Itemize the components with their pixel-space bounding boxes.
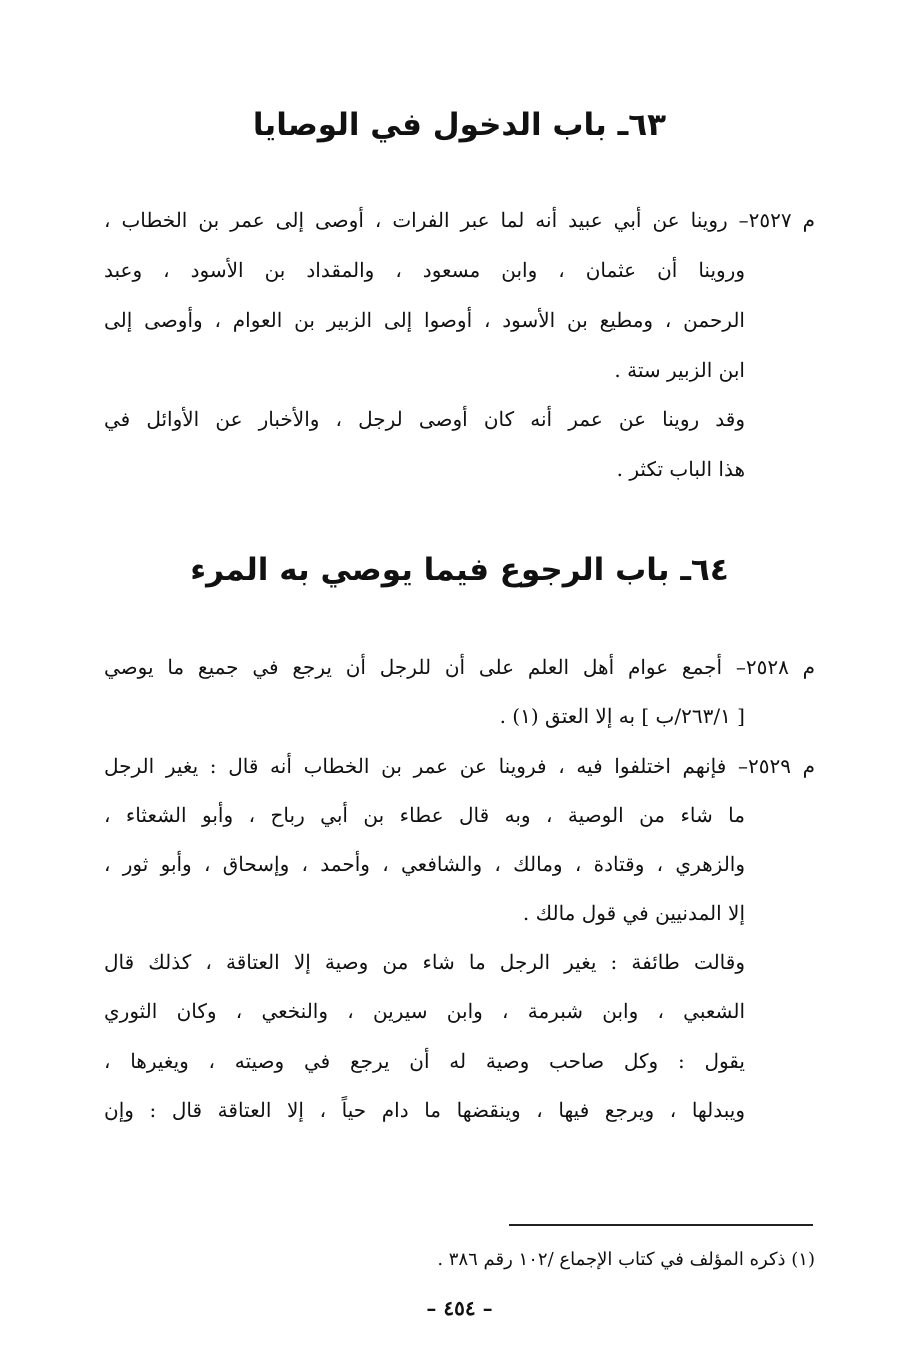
footnote: (١) ذكره المؤلف في كتاب الإجماع /١٠٢ رقم ٣٨٦ . bbox=[437, 1249, 815, 1270]
chapter-heading-63: ٦٣ـ باب الدخول في الوصايا bbox=[252, 107, 667, 143]
text-line: هذا الباب تكثر . bbox=[616, 457, 745, 481]
footnote-divider bbox=[509, 1224, 813, 1226]
text-line: وقالت طائفة : يغير الرجل ما شاء من وصية إلا العتاقة ، كذلك قال bbox=[104, 950, 745, 974]
text-line: ما شاء من الوصية ، وبه قال عطاء بن أبي رباح ، وأبو الشعثاء ، bbox=[104, 803, 745, 827]
text-line: م ٢٥٢٧– روينا عن أبي عبيد أنه لما عبر الفرات ، أوصى إلى عمر بن الخطاب ، bbox=[104, 208, 815, 232]
chapter-heading-64: ٦٤ـ باب الرجوع فيما يوصي به المرء bbox=[190, 552, 729, 588]
text-line: ويبدلها ، ويرجع فيها ، وينقضها ما دام حياً ، إلا العتاقة قال : وإن bbox=[104, 1098, 745, 1122]
text-line: إلا المدنيين في قول مالك . bbox=[522, 901, 745, 925]
text-line: [ ٢٦٣/١/ب ] به إلا العتق (١) . bbox=[499, 704, 745, 728]
text-line: ابن الزبير ستة . bbox=[614, 358, 745, 382]
text-line: م ٢٥٢٨– أجمع عوام أهل العلم على أن للرجل أن يرجع في جميع ما يوصي bbox=[104, 655, 816, 679]
text-line: الرحمن ، ومطيع بن الأسود ، أوصوا إلى الزبير بن العوام ، وأوصى إلى bbox=[104, 308, 745, 332]
text-line: وروينا أن عثمان ، وابن مسعود ، والمقداد بن الأسود ، وعبد bbox=[104, 258, 745, 282]
text-line: والزهري ، وقتادة ، ومالك ، والشافعي ، وأحمد ، وإسحاق ، وأبو ثور ، bbox=[104, 852, 745, 876]
page-number: – ٤٥٤ – bbox=[426, 1296, 493, 1320]
text-line: م ٢٥٢٩– فإنهم اختلفوا فيه ، فروينا عن عمر بن الخطاب أنه قال : يغير الرجل bbox=[104, 754, 815, 778]
text-line: وقد روينا عن عمر أنه كان أوصى لرجل ، والأخبار عن الأوائل في bbox=[104, 407, 745, 431]
text-line: الشعبي ، وابن شبرمة ، وابن سيرين ، والنخعي ، وكان الثوري bbox=[104, 999, 745, 1023]
text-line: يقول : وكل صاحب وصية له أن يرجع في وصيته ، ويغيرها ، bbox=[104, 1049, 745, 1073]
